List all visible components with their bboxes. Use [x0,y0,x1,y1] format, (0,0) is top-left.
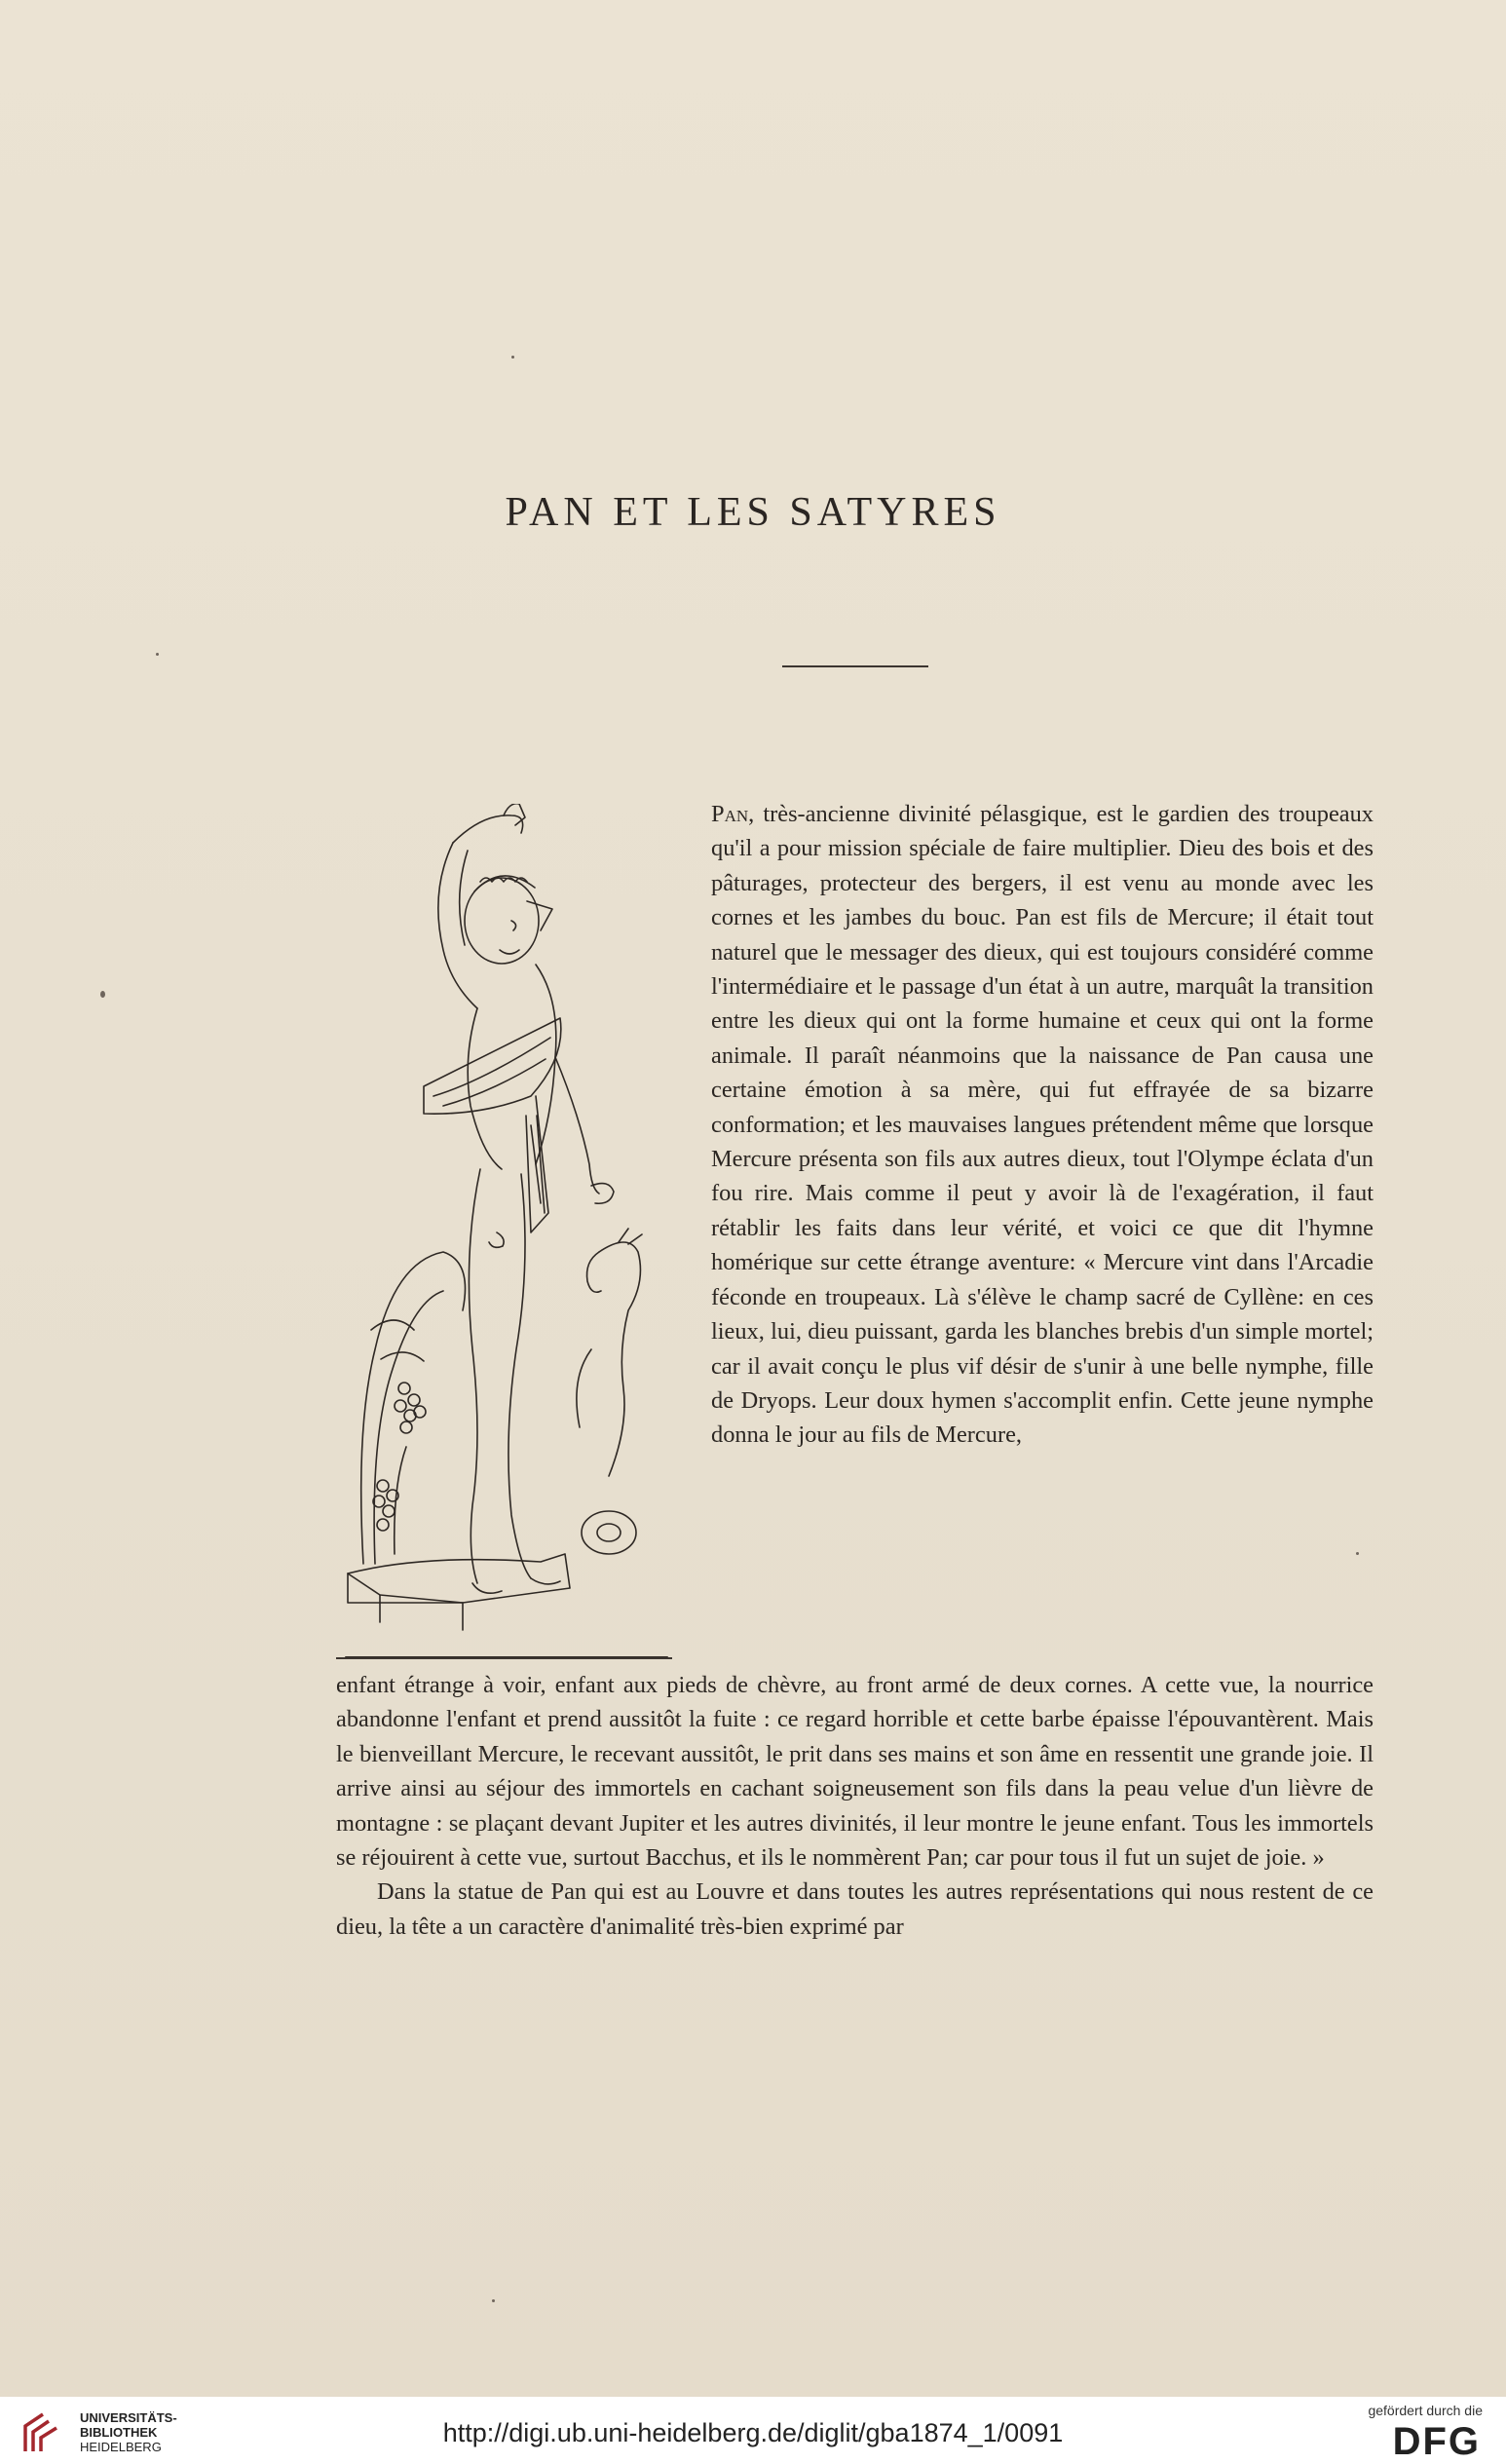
title-divider [782,665,928,667]
source-url-link[interactable]: http://digi.ub.uni-heidelberg.de/diglit/gba1874_1/0091 [442,2418,1064,2447]
funding-label: gefördert durch die [1368,2403,1483,2418]
page-title: PAN ET LES SATYRES [505,490,1001,535]
lead-word: Pan [711,801,749,827]
dfg-logo: DFG [1392,2420,1481,2463]
institution-name: UNIVERSITÄTS- BIBLIOTHEK HEIDELBERG [80,2410,177,2454]
paragraph-1: enfant étrange à voir, enfant aux pieds de chèvre, au front armé de deux cornes. A cette vue, la nourrice abandonne l'enfant et prend aussitôt la fuite : ce regard horrible et cette barbe épaisse l'épouvantèrent. Mais le bienveillant Mercure, le recevant aussitôt, le prit dans ses mains et son âme en ressentit une grande joie. Il arrive ainsi au séjour des immortels en cachant soigneusement son fils dans la peau velue d'un lièvre de montagne : se plaçant devant Jupiter et les autres divinités, il leur montre le jeune enfant. Tous les immortels se réjouirent à cette vue, surtout Bacchus, et ils le nommèrent Pan; car pour tous il fut un sujet de joie. » [336,1672,1374,1872]
right-column-body: , très-ancienne divinité pélasgique, est le gardien des troupeaux qu'il a pour mission spéciale de faire multiplier. Dieu des bois et des pâturages, protecteur des bergers, il est venu au monde avec les cornes et les jambes du bouc. Pan est fils de Mercure; il était tout naturel que le messager des dieux, qui est toujours considéré comme l'intermédiaire et le passage d'un état à un autre, marquât la transition entre les dieux qui ont la forme humaine et ceux qui ont la forme animale. Il paraît néanmoins que la naissance de Pan causa une certaine émotion à sa mère, qui fut effrayée de sa bizarre conformation; et les mauvaises langues prétendent même que lorsque Mercure présenta son fils aux autres dieux, tout l'Olympe éclata d'un fou rire. Mais comme il peut y avoir là de l'exagération, il faut rétablir les faits dans leur vérité, et voici ce que dit l'hymne homérique sur cette étrange aventure: « Mercure vint dans l'Arcadie féconde en troupeaux. Là s'élève le champ sacré de Cyllène: en ces lieux, lui, dieu puissant, garda les blanches brebis d'un simple mortel; car il avait conçu le plus vif désir de s'unir à une belle nymphe, fille de Dryops. Leur doux hymen s'accomplit enfin. Cette jeune nymphe donna le jour au fils de Mercure, [711,801,1374,1449]
paragraph-2: Dans la statue de Pan qui est au Louvre et dans toutes les autres représentations qui nous restent de ce dieu, la tête a un caractère d'animalité très-bien exprimé par [336,1878,1374,1940]
full-width-text [336,1668,1374,1944]
right-column-text [711,797,1374,1453]
figure-baseline [336,1657,672,1659]
digitization-footer [0,2397,1506,2464]
pan-statue-illustration [336,804,687,1661]
